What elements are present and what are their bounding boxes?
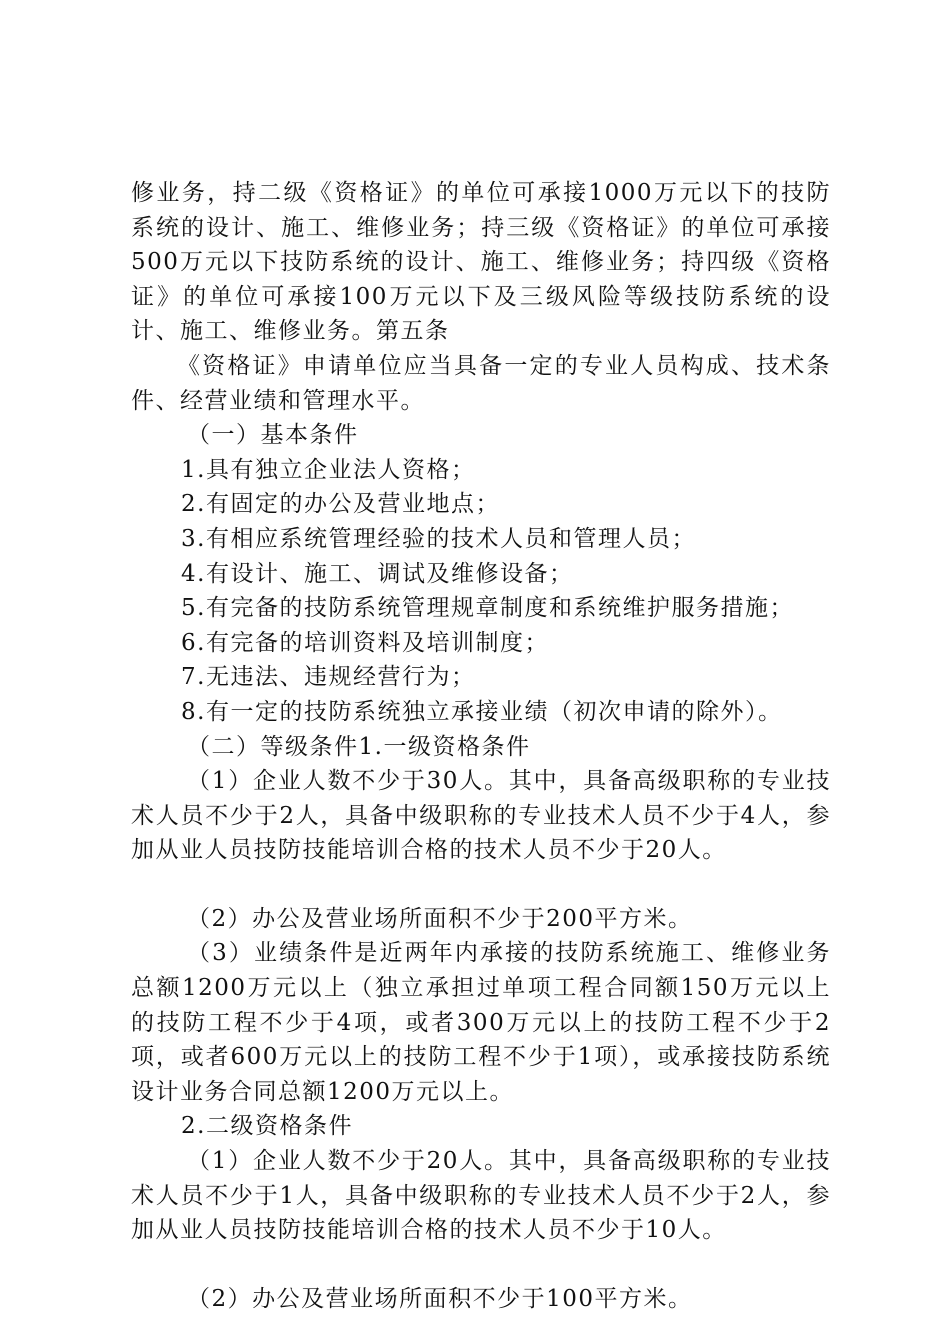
paragraph-application-requirements: 《资格证》申请单位应当具备一定的专业人员构成、技术条件、经营业绩和管理水平。 [131, 352, 831, 414]
list-item-4: 4.有设计、施工、调试及维修设备； [181, 560, 574, 587]
list-item-8: 8.有一定的技防系统独立承接业绩（初次申请的除外）。 [181, 698, 783, 725]
list-item-7: 7.无违法、违规经营行为； [181, 664, 476, 691]
grade1-staff-requirement: （1）企业人数不少于30人。其中，具备高级职称的专业技术人员不少于2人，具备中级职称的专业技术人员不少于4人，参加从业人员技防技能培训合格的技术人员不少于20人。 [131, 768, 831, 864]
paragraph-gap [131, 1248, 831, 1282]
paragraph-gap [131, 868, 831, 902]
document-body [131, 176, 831, 1316]
section-heading-basic-conditions: （一）基本条件 [187, 422, 359, 449]
section-heading-grade-conditions: （二）等级条件1.一级资格条件 [187, 733, 531, 760]
list-item-2: 2.有固定的办公及营业地点； [181, 491, 500, 518]
grade1-performance: （3）业绩条件是近两年内承接的技防系统施工、维修业务总额1200万元以上（独立承担过单项工程合同额150万元以上的技防工程不少于4项，或者300万元以上的技防工程不少于2项，或者600万元以上的技防工程不少于1项），或承接技防系统设计业务合同总额1200万元以上。 [131, 940, 831, 1105]
list-item-6: 6.有完备的培训资料及培训制度； [181, 629, 549, 656]
paragraph-continuation: 修业务，持二级《资格证》的单位可承接1000万元以下的技防系统的设计、施工、维修业务；持三级《资格证》的单位可承接500万元以下技防系统的设计、施工、维修业务；持四级《资格证》的单位可承接100万元以下及三级风险等级技防系统的设计、施工、维修业务。第五条 [131, 180, 831, 345]
list-item-5: 5.有完备的技防系统管理规章制度和系统维护服务措施； [181, 595, 794, 622]
list-item-3: 3.有相应系统管理经验的技术人员和管理人员； [181, 525, 696, 552]
grade2-staff-requirement: （1）企业人数不少于20人。其中，具备高级职称的专业技术人员不少于1人，具备中级职称的专业技术人员不少于2人，参加从业人员技防技能培训合格的技术人员不少于10人。 [131, 1148, 831, 1244]
section-heading-grade2: 2.二级资格条件 [181, 1113, 353, 1140]
grade1-office-area: （2）办公及营业场所面积不少于200平方米。 [187, 905, 693, 932]
list-item-1: 1.具有独立企业法人资格； [181, 456, 476, 483]
grade2-office-area: （2）办公及营业场所面积不少于100平方米。 [187, 1285, 693, 1312]
